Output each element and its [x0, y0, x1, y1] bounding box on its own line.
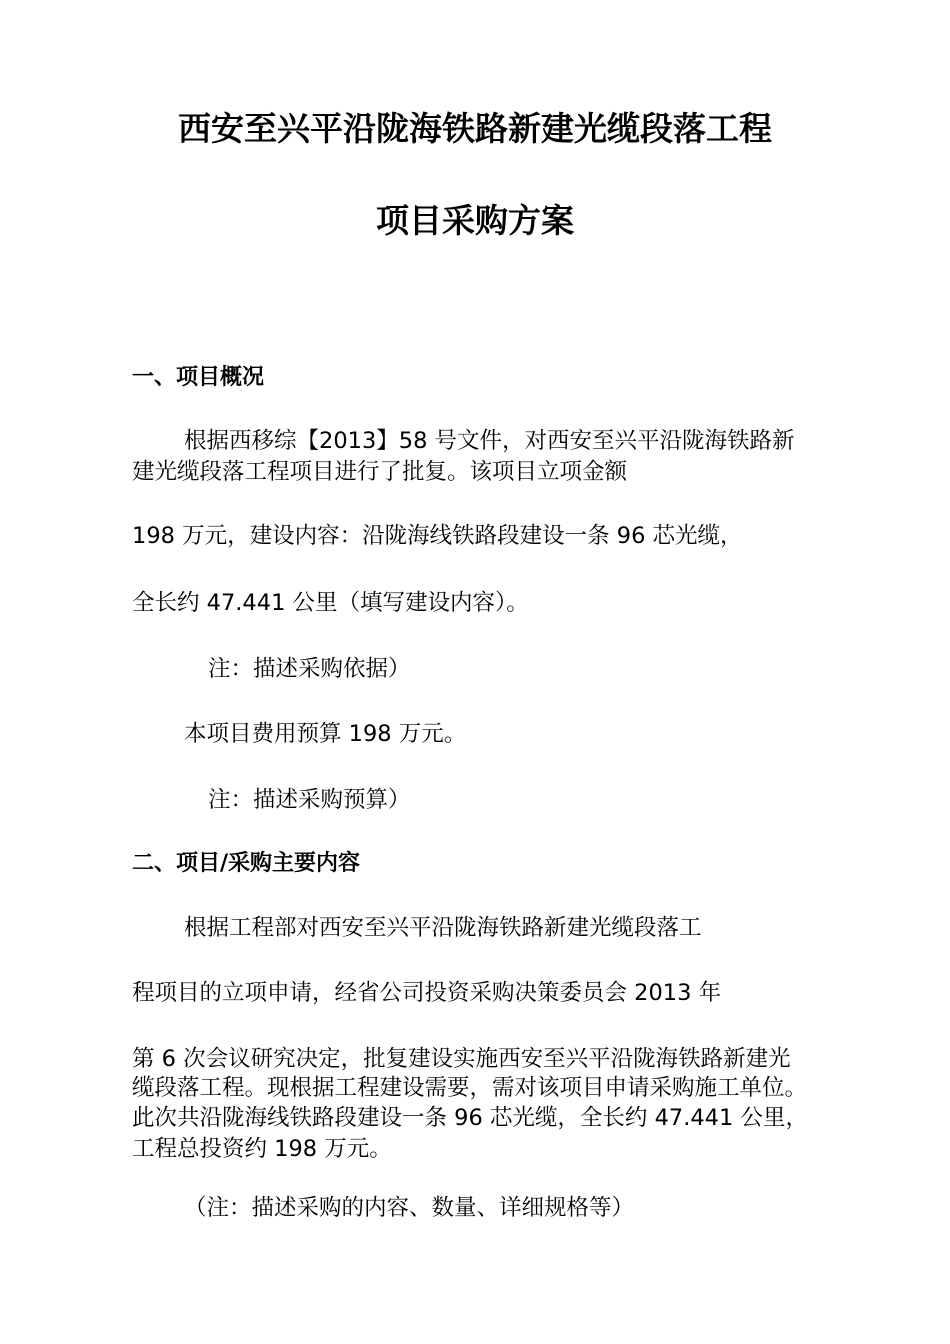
- paragraph-line: 根据工程部对西安至兴平沿陇海铁路新建光缆段落工: [184, 915, 702, 941]
- budget-text: 本项目费用预算 198 万元。: [184, 721, 467, 747]
- document-title: 西安至兴平沿陇海铁路新建光缆段落工程: [178, 109, 772, 148]
- section-heading-content: 二、项目/采购主要内容: [132, 851, 361, 876]
- paragraph-line: 工程总投资约 198 万元。: [132, 1136, 392, 1162]
- paragraph-line: 程项目的立项申请，经省公司投资采购决策委员会 2013 年: [132, 980, 722, 1006]
- paragraph-line: 缆段落工程。现根据工程建设需要，需对该项目申请采购施工单位。: [132, 1075, 808, 1101]
- paragraph-line: 第 6 次会议研究决定，批复建设实施西安至兴平沿陇海铁路新建光: [132, 1046, 791, 1072]
- paragraph-line: 建光缆段落工程项目进行了批复。该项目立项金额: [132, 459, 628, 485]
- section-heading-overview: 一、项目概况: [132, 365, 265, 390]
- paragraph-line: 198 万元，建设内容：沿陇海线铁路段建设一条 96 芯光缆，: [132, 523, 743, 549]
- paragraph-line: 全长约 47.441 公里（填写建设内容）。: [132, 590, 529, 616]
- note-text: 注：描述采购预算）: [208, 787, 411, 813]
- note-text: （注：描述采购的内容、数量、详细规格等）: [184, 1195, 635, 1221]
- document-subtitle: 项目采购方案: [376, 201, 574, 240]
- note-text: 注：描述采购依据）: [208, 656, 411, 682]
- paragraph-line: 此次共沿陇海线铁路段建设一条 96 芯光缆，全长约 47.441 公里，: [132, 1105, 808, 1131]
- paragraph-line: 根据西移综【2013】58 号文件，对西安至兴平沿陇海铁路新: [184, 428, 795, 454]
